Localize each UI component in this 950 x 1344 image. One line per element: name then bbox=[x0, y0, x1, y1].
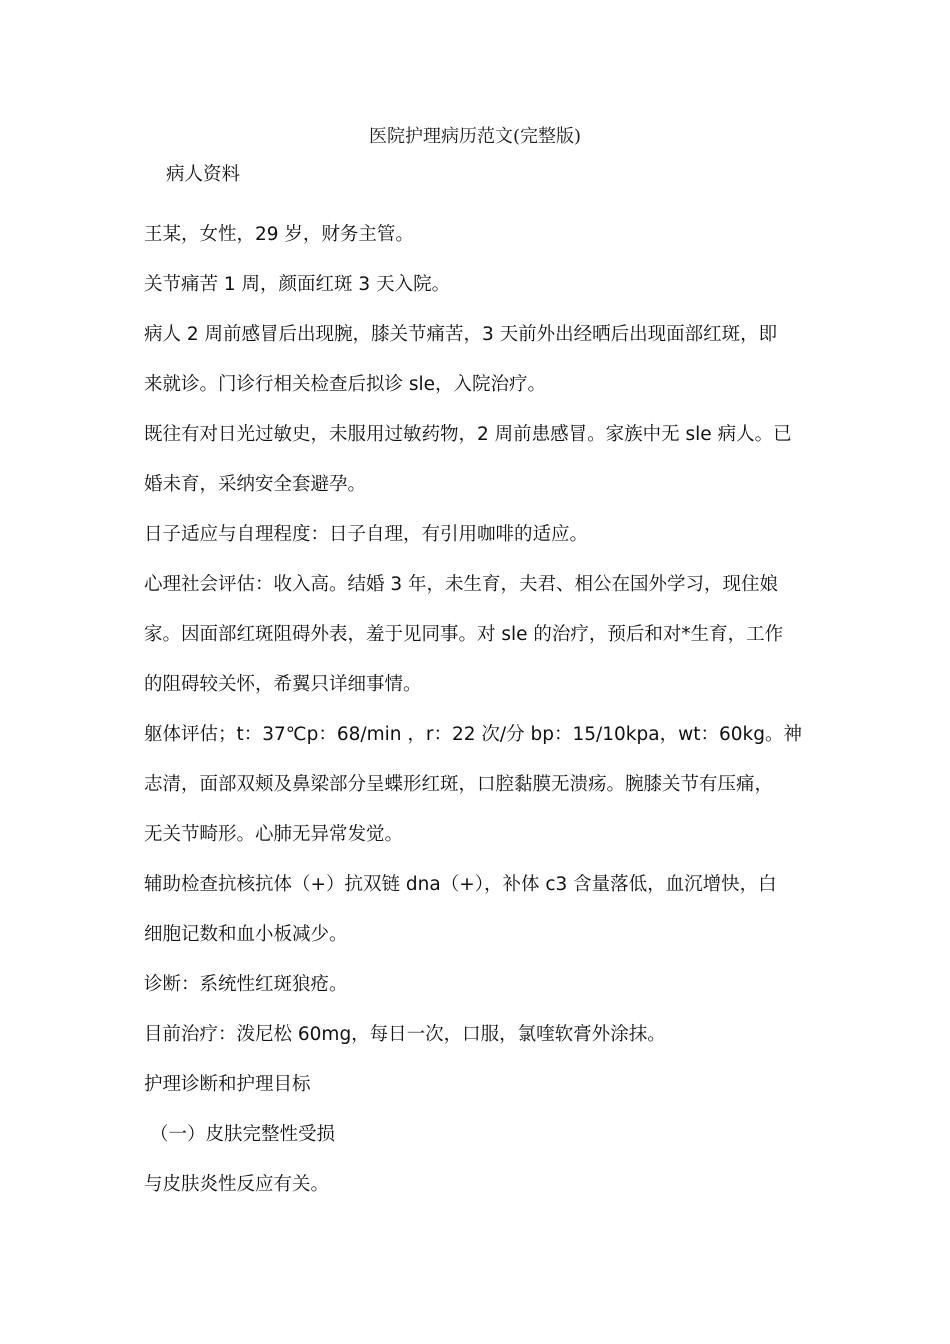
document-body bbox=[144, 160, 814, 1210]
paragraph-line: 既往有对日光过敏史，未服用过敏药物，2 周前患感冒。家族中无 sle 病人。已 bbox=[144, 424, 792, 445]
paragraph-line: 关节痛苦 1 周，颜面红斑 3 天入院。 bbox=[144, 274, 451, 295]
paragraph-line: 诊断：系统性红斑狼疮。 bbox=[144, 974, 348, 995]
paragraph-line: 心理社会评估：收入高。结婚 3 年，未生育，夫君、相公在国外学习，现住娘 bbox=[144, 574, 779, 595]
paragraph-line: 病人 2 周前感冒后出现腕，膝关节痛苦，3 天前外出经晒后出现面部红斑，即 bbox=[144, 324, 778, 345]
paragraph-line: 王某，女性，29 岁，财务主管。 bbox=[144, 224, 414, 245]
paragraph-line: 辅助检查抗核抗体（+）抗双链 dna（+），补体 c3 含量落低，血沉增快，白 bbox=[144, 874, 777, 895]
section-heading-patient-info: 病人资料 bbox=[166, 164, 241, 185]
paragraph-line: 躯体评估；t：37℃p：68/min ，r：22 次/分 bp：15/10kpa，wt：60kg。神 bbox=[144, 724, 802, 745]
paragraph-line: 无关节畸形。心肺无异常发觉。 bbox=[144, 824, 404, 845]
paragraph-line: 家。因面部红斑阻碍外表，羞于见同事。对 sle 的治疗，预后和对*生育，工作 bbox=[144, 624, 784, 645]
section-heading-nursing-diagnosis: 护理诊断和护理目标 bbox=[144, 1074, 311, 1095]
subsection-heading: （一）皮肤完整性受损 bbox=[150, 1124, 336, 1145]
paragraph-line: 来就诊。门诊行相关检查后拟诊 sle，入院治疗。 bbox=[144, 374, 547, 395]
paragraph-line: 志清，面部双颊及鼻梁部分呈蝶形红斑，口腔黏膜无溃疡。腕膝关节有压痛， bbox=[144, 774, 774, 795]
paragraph-line: 与皮肤炎性反应有关。 bbox=[144, 1174, 330, 1195]
paragraph-line: 婚未育，采纳安全套避孕。 bbox=[144, 474, 367, 495]
paragraph-line: 细胞记数和血小板减少。 bbox=[144, 924, 348, 945]
document-title: 医院护理病历范文(完整版) bbox=[368, 126, 582, 147]
paragraph-line: 的阻碍较关怀，希翼只详细事情。 bbox=[144, 674, 422, 695]
paragraph-line: 目前治疗：泼尼松 60mg，每日一次，口服，氯喹软膏外涂抹。 bbox=[144, 1024, 666, 1045]
paragraph-line: 日子适应与自理程度：日子自理，有引用咖啡的适应。 bbox=[144, 524, 589, 545]
